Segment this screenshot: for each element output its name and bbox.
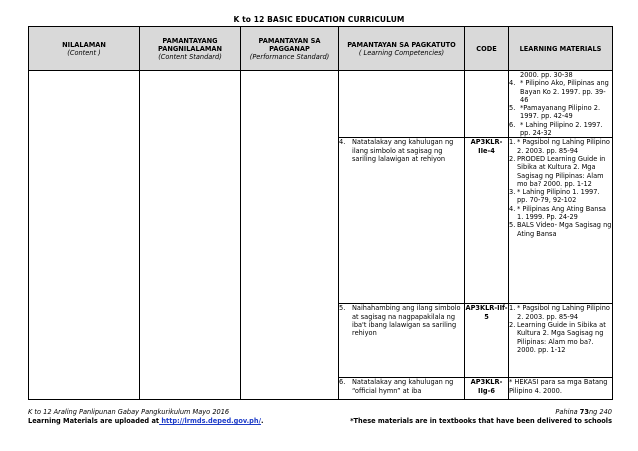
header-main: PAMANTAYAN SA PAGKATUTO: [347, 40, 456, 49]
list-item: [509, 378, 612, 395]
header-sub: (Content ): [67, 48, 101, 57]
code-cell: [465, 71, 509, 138]
header-pamantayan-sa-pagkatuto: [339, 27, 465, 71]
list-item: [509, 321, 612, 354]
header-main: NILALAMAN: [62, 40, 106, 49]
header-sub: (Content Standard): [158, 52, 222, 61]
list-number: 4.: [509, 79, 516, 88]
list-item: [509, 155, 612, 188]
list-item: [509, 205, 612, 222]
list-text: Learning Guide in Sibika at Kultura 2. Mga Sagisag ng Pilipinas: Alam mo ba?. 2000. pp. 1-12: [517, 320, 606, 354]
header-main: PAMANTAYAN SA PAGGANAP: [258, 36, 321, 53]
footer-curriculum-guide: K to 12 Araling Panlipunan Gabay Pangkurikulum Mayo 2016: [28, 408, 230, 416]
list-text: * Lahing Pilipino 2. 1997. pp. 24-32: [520, 120, 603, 138]
list-item: [509, 71, 612, 79]
list-number: 3.: [509, 188, 516, 197]
list-number: [509, 71, 520, 79]
list-text: *Pamayanang Pilipino 2. 1997. pp. 42-49: [520, 104, 601, 121]
footer-upload-suffix: .: [261, 417, 264, 425]
competency-item: [339, 138, 464, 163]
table-row: [29, 71, 613, 138]
competency-number: 6.: [339, 378, 346, 387]
content-standard-cell: [140, 71, 241, 400]
list-number: 5.: [509, 221, 516, 230]
curriculum-table: [28, 26, 613, 400]
list-number: 2.: [509, 320, 516, 329]
header-sub: (Performance Standard): [249, 52, 330, 61]
list-text: 2000. pp. 30-38: [520, 71, 573, 79]
list-item: [509, 121, 612, 138]
competency-number: 4.: [339, 138, 346, 147]
list-number: 1.: [509, 138, 516, 147]
list-text: * Pilipino Ako, Pilipinas ang Bayan Ko 2. 1997. pp. 39-46: [520, 79, 609, 104]
list-number: 6.: [509, 120, 516, 129]
list-item: [509, 79, 612, 104]
page-title: K to 12 BASIC EDUCATION CURRICULUM: [233, 15, 405, 24]
header-learning-materials: [509, 27, 613, 71]
page-label: Pahina: [555, 408, 580, 416]
list-item: [509, 104, 612, 121]
competency-number: 5.: [339, 304, 346, 313]
nilalaman-cell: [29, 71, 140, 400]
competency-cell: [339, 138, 465, 304]
learning-materials-cell: [509, 304, 613, 378]
footer-upload-note: [28, 417, 264, 425]
code-cell: AP3KLR-IIe-4: [465, 138, 509, 304]
competency-cell: [339, 378, 465, 400]
header-sub: ( Learning Competencies): [358, 48, 445, 57]
learning-materials-cell: [509, 71, 613, 138]
list-text: * Pagsibol ng Lahing Pilipino 2. 2003. pp. 85-94: [517, 138, 610, 155]
list-number: 5.: [509, 104, 516, 113]
code-cell: AP3KLR-IIf-5: [465, 304, 509, 378]
performance-standard-cell: [241, 71, 339, 400]
footer-upload-text: Learning Materials are uploaded at: [28, 417, 160, 425]
list-item: [509, 138, 612, 155]
learning-materials-cell: [509, 138, 613, 304]
list-text: BALS Video- Mga Sagisag ng Ating Bansa: [517, 221, 612, 238]
learning-materials-cell: [509, 378, 613, 400]
header-main: CODE: [476, 44, 497, 53]
header-pamantayang-pangnilalaman: [140, 27, 241, 71]
header-main: LEARNING MATERIALS: [519, 44, 602, 53]
competency-text: Natatalakay ang kahulugan ng “official hymn” at iba: [352, 378, 454, 395]
competency-cell: [339, 71, 465, 138]
competency-cell: [339, 304, 465, 378]
header-nilalaman: [29, 27, 140, 71]
footer-page-number: [555, 408, 612, 416]
code-cell: AP3KLR-IIg-6: [465, 378, 509, 400]
header-main: PAMANTAYANG PANGNILALAMAN: [157, 36, 223, 53]
competency-item: [339, 304, 464, 337]
list-text: * Lahing Pilipino 1. 1997. pp. 70-79, 92-102: [517, 188, 600, 205]
list-text: * Pagsibol ng Lahing Pilipino 2. 2003. pp. 85-94: [517, 304, 610, 321]
list-number: 4.: [509, 204, 516, 213]
list-text: PRODED Learning Guide in Sibika at Kultura 2. Mga Sagisag ng Pilipinas: Alam mo ba? 2000. pp. 1-12: [517, 154, 606, 188]
list-item: [509, 188, 612, 205]
list-number: 1.: [509, 304, 516, 313]
competency-text: Naihahambing ang ilang simbolo at sagisag na nagpapakilala ng iba't ibang lalawigan sa sariling rehiyon: [352, 304, 461, 338]
list-number: 2.: [509, 154, 516, 163]
lrmds-link[interactable]: http://lrmds.deped.gov.ph/: [159, 417, 262, 425]
list-text: * HEKASI para sa mga Batang Pilipino 4. 2000.: [509, 378, 608, 395]
competency-item: [339, 378, 464, 395]
page-total: ng 240: [588, 408, 612, 416]
table-header-row: [29, 27, 613, 71]
list-text: * Pilipinas Ang Ating Bansa 1. 1999. Pp. 24-29: [517, 204, 606, 222]
header-pamantayan-sa-pagganap: [241, 27, 339, 71]
footer-textbook-note: *These materials are in textbooks that have been delivered to schools: [350, 417, 612, 425]
page-num: 73: [579, 408, 589, 416]
competency-text: Natatalakay ang kahulugan ng ilang simbolo at sagisag ng sariling lalawigan at rehiyon: [352, 138, 454, 163]
header-code: [465, 27, 509, 71]
list-item: [509, 304, 612, 321]
list-item: [509, 221, 612, 238]
